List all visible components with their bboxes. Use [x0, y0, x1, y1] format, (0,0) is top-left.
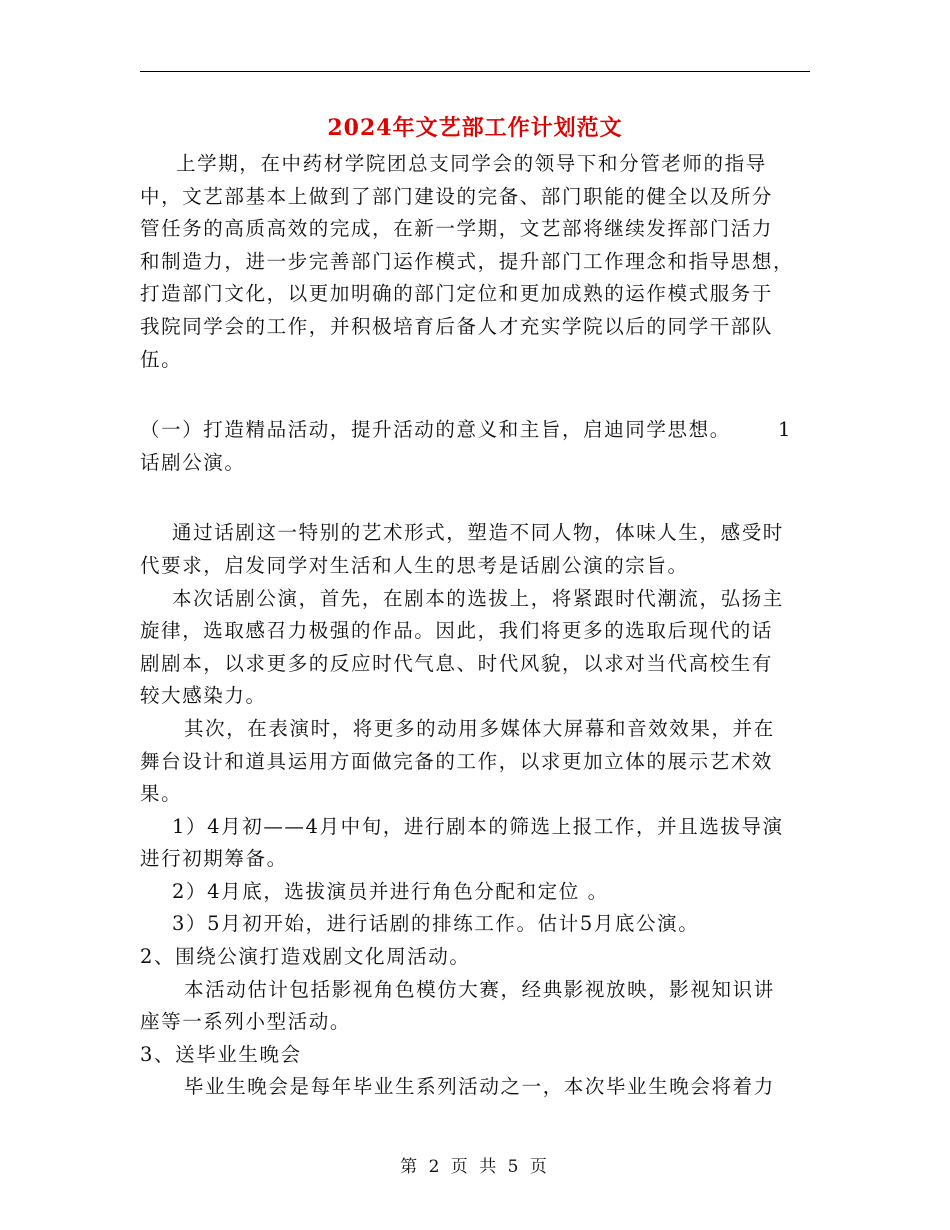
page-number: 第 2 页 共 5 页 — [400, 1157, 550, 1177]
text-line: 和制造力，进一步完善部门运作模式，提升部门工作理念和指导思想， — [140, 249, 795, 273]
text-line: 2）4月底，选拔演员并进行角色分配和定位 。 — [172, 879, 609, 903]
text-line: 1）4月初——4月中旬，进行剧本的筛选上报工作，并且选拔导演 — [172, 814, 784, 838]
header-rule — [140, 71, 810, 72]
text-line: 本次话剧公演，首先，在剧本的选拔上，将紧跟时代潮流，弘扬主 — [172, 586, 784, 610]
text-line: 通过话剧这一特别的艺术形式，塑造不同人物，体味人生，感受时 — [172, 521, 784, 545]
text-line: 剧剧本，以求更多的反应时代气息、时代风貌，以求对当代高校生有 — [140, 651, 774, 675]
text-line: 伍。 — [140, 347, 183, 371]
document-title: 2024年文艺部工作计划范文 — [327, 115, 623, 141]
text-line: 2、围绕公演打造戏剧文化周活动。 — [140, 945, 471, 969]
text-line: 我院同学会的工作，并积极培育后备人才充实学院以后的同学干部队 — [140, 314, 774, 338]
text-line: 进行初期筹备。 — [140, 847, 288, 871]
paragraph-spacer — [140, 479, 810, 517]
text-line: 毕业生晚会是每年毕业生系列活动之一，本次毕业生晚会将着力 — [184, 1075, 775, 1099]
text-line: 中，文艺部基本上做到了部门建设的完备、部门职能的健全以及所分 — [140, 184, 774, 208]
schedule-item-1 — [140, 811, 810, 876]
text-line: 较大感染力。 — [140, 684, 267, 708]
paragraph-culture-week — [140, 974, 810, 1039]
text-line: 3）5月初开始，进行话剧的排练工作。估计5月底公演。 — [172, 912, 700, 936]
document-body — [140, 148, 810, 1104]
text-line: 代要求，启发同学对生活和人生的思考是话剧公演的宗旨。 — [140, 553, 689, 577]
text-line: 上学期，在中药材学院团总支同学会的领导下和分管老师的指导 — [176, 152, 767, 175]
paragraph-spacer — [140, 376, 810, 414]
paragraph-script-selection — [140, 583, 810, 713]
paragraph-performance — [140, 713, 810, 811]
text-line: 3、送毕业生晚会 — [140, 1042, 302, 1066]
schedule-item-3 — [140, 908, 810, 941]
paragraph-intro — [140, 148, 810, 376]
item-number: 1 — [777, 418, 792, 442]
text-line: 舞台设计和道具运用方面做完备的工作，以求更加立体的展示艺术效 — [140, 749, 774, 773]
section-heading-1 — [140, 414, 810, 479]
paragraph-graduation-gala — [140, 1071, 810, 1104]
text-line: 打造部门文化，以更加明确的部门定位和更加成熟的运作模式服务于 — [140, 282, 774, 306]
section-heading-text: （一）打造精品活动，提升活动的意义和主旨，启迪同学思想。 — [140, 418, 731, 442]
text-line: 话剧公演。 — [140, 450, 246, 474]
schedule-item-2 — [140, 876, 810, 909]
section-heading-3 — [140, 1039, 810, 1072]
text-line: 旋律，选取感召力极强的作品。因此，我们将更多的选取后现代的话 — [140, 619, 774, 643]
text-line — [140, 414, 810, 447]
text-line: 管任务的高质高效的完成，在新一学期，文艺部将继续发挥部门活力 — [140, 217, 774, 241]
text-line: 果。 — [140, 782, 183, 806]
text-line: 本活动估计包括影视角色模仿大赛，经典影视放映，影视知识讲 — [184, 977, 775, 1001]
section-heading-2 — [140, 941, 810, 974]
text-line: 其次，在表演时，将更多的动用多媒体大屏幕和音效效果，并在 — [184, 716, 775, 740]
paragraph-purpose — [140, 517, 810, 582]
text-line: 座等一系列小型活动。 — [140, 1010, 352, 1034]
